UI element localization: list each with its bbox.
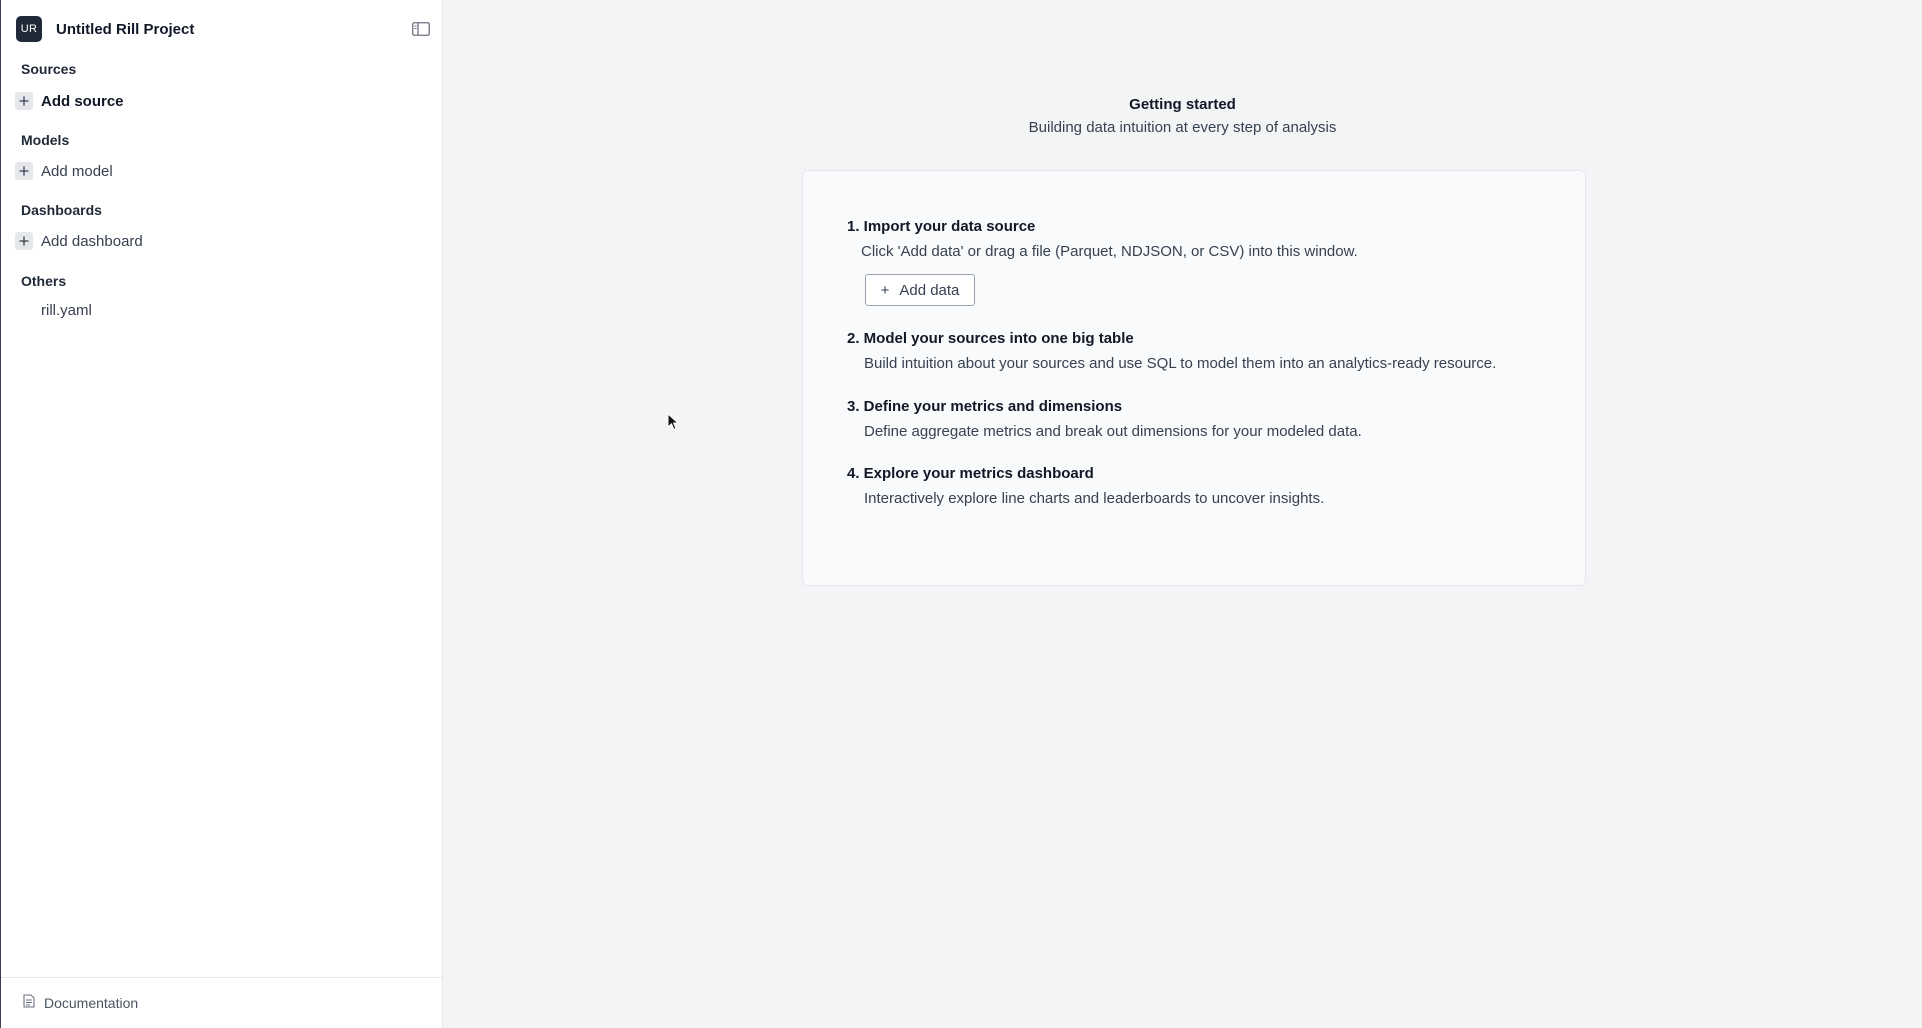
add-data-label: Add data <box>899 281 960 299</box>
documentation-link[interactable] <box>1 977 442 1028</box>
add-data-button[interactable] <box>865 274 975 306</box>
step-description: Define aggregate metrics and break out dimensions for your modeled data. <box>864 423 1362 440</box>
sidebar-collapse-icon[interactable] <box>411 20 431 38</box>
add-model-button[interactable] <box>15 160 113 182</box>
others-section-title: Others <box>21 273 67 289</box>
page-title: Getting started <box>1129 96 1236 113</box>
project-header[interactable] <box>16 15 431 43</box>
plus-icon: + <box>880 281 890 299</box>
sidebar <box>0 0 443 1028</box>
step-description: Build intuition about your sources and use SQL to model them into an analytics-ready resource. <box>864 355 1497 372</box>
plus-icon <box>15 232 33 250</box>
add-dashboard-label: Add dashboard <box>41 232 143 250</box>
dashboards-section-title: Dashboards <box>21 202 102 218</box>
step-description: Click 'Add data' or drag a file (Parquet, NDJSON, or CSV) into this window. <box>861 243 1358 260</box>
page-subtitle: Building data intuition at every step of analysis <box>1028 119 1337 136</box>
add-source-label: Add source <box>41 92 124 110</box>
step-model <box>847 330 1496 372</box>
plus-icon <box>15 92 33 110</box>
project-title[interactable]: Untitled Rill Project <box>56 20 195 38</box>
main-content <box>443 0 1922 1028</box>
add-source-button[interactable] <box>15 90 124 112</box>
step-import <box>847 218 1358 260</box>
documentation-label: Documentation <box>44 995 139 1011</box>
mouse-cursor-icon <box>667 413 679 436</box>
step-title: 4. Explore your metrics dashboard <box>847 465 1094 482</box>
step-title: 1. Import your data source <box>847 218 1036 235</box>
step-explore <box>847 465 1324 507</box>
step-title: 2. Model your sources into one big table <box>847 330 1134 347</box>
document-icon <box>23 994 35 1013</box>
file-rill-yaml[interactable]: rill.yaml <box>41 302 92 319</box>
add-model-label: Add model <box>41 162 113 180</box>
step-description: Interactively explore line charts and leaderboards to uncover insights. <box>864 490 1325 507</box>
models-section-title: Models <box>21 132 70 148</box>
getting-started-card <box>802 170 1586 586</box>
add-dashboard-button[interactable] <box>15 230 143 252</box>
step-metrics <box>847 398 1362 440</box>
plus-icon <box>15 162 33 180</box>
sources-section-title: Sources <box>21 61 77 77</box>
project-avatar[interactable]: UR <box>16 16 42 42</box>
step-title: 3. Define your metrics and dimensions <box>847 398 1123 415</box>
